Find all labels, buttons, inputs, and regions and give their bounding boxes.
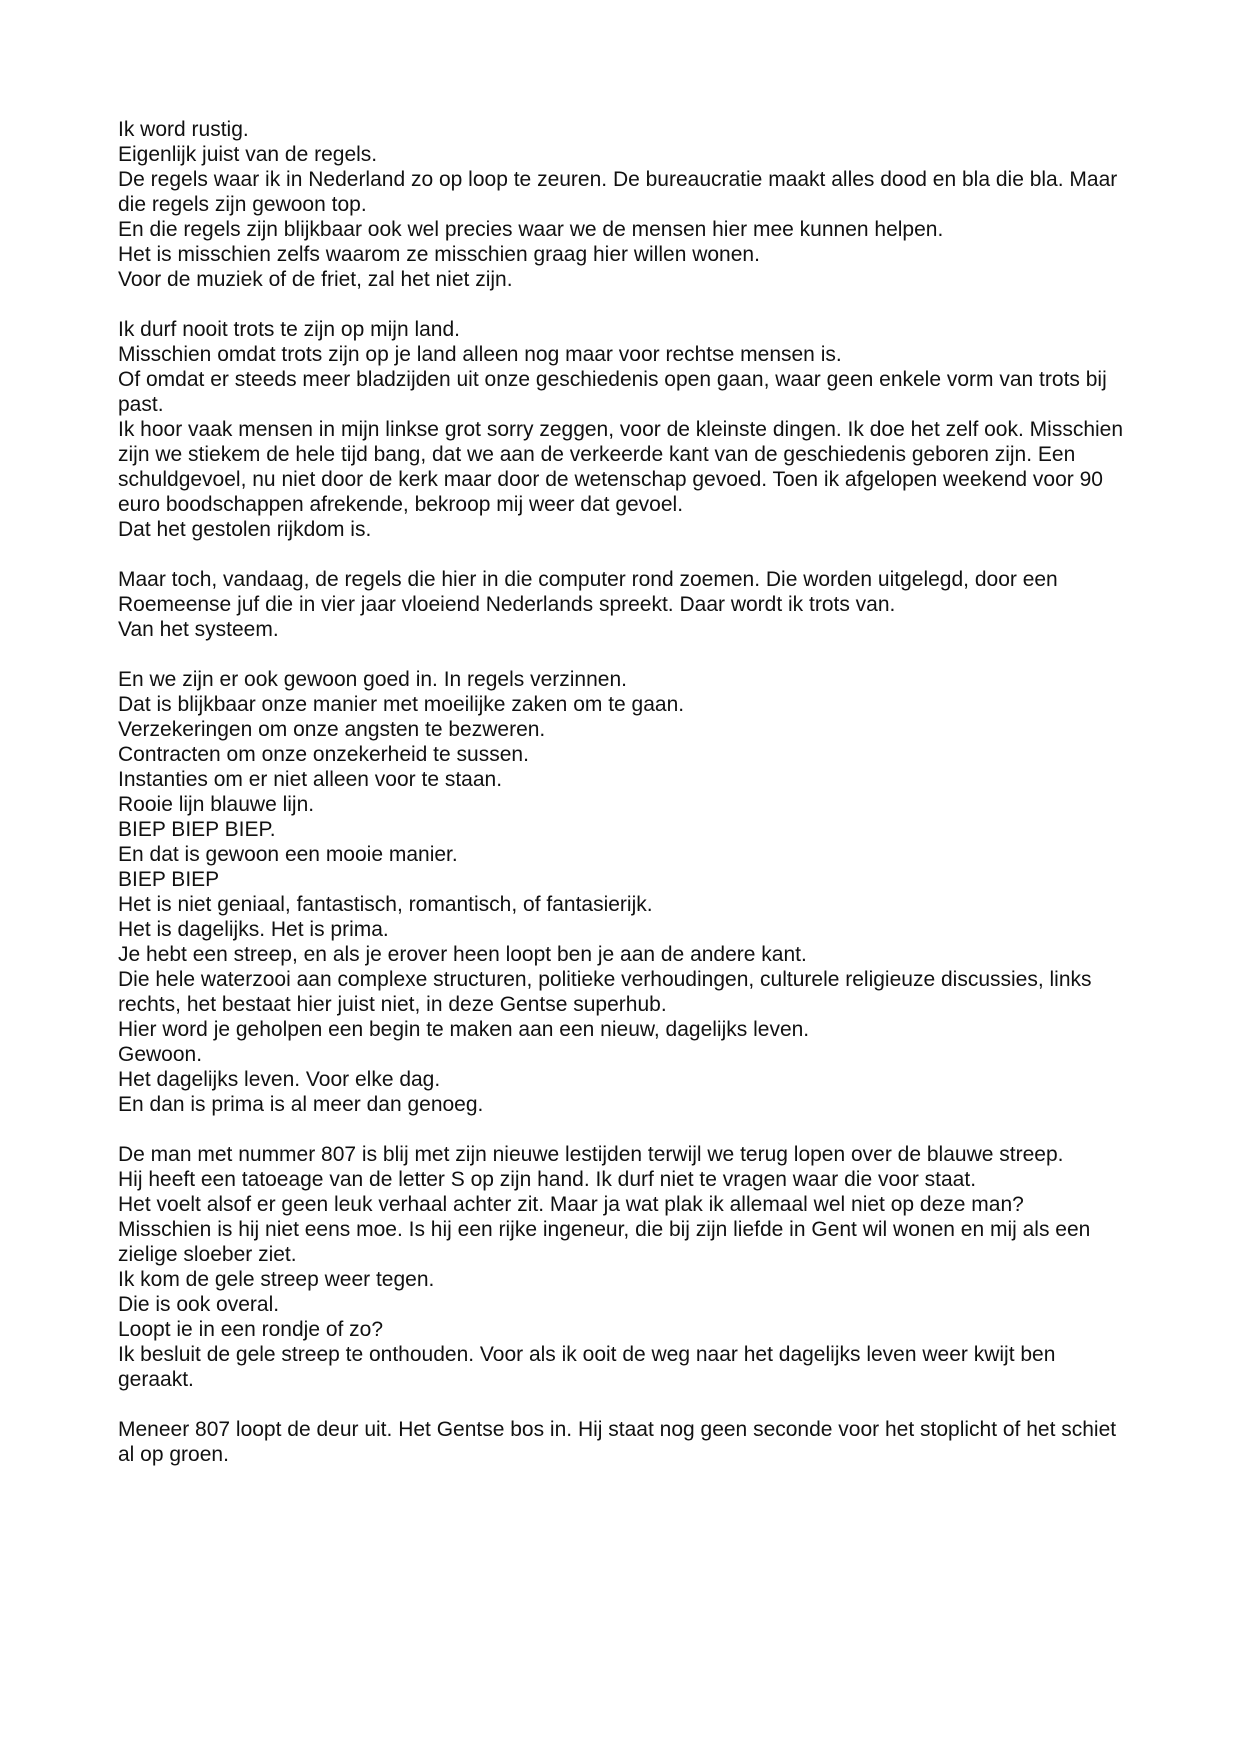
text-line: Rooie lijn blauwe lijn. [118, 793, 315, 816]
paragraph-2 [118, 317, 1128, 542]
text-line: Instanties om er niet alleen voor te staan. [118, 768, 503, 791]
text-line: Ik hoor vaak mensen in mijn linkse grot sorry zeggen, voor de kleinste dingen. Ik doe het zelf ook. Misschien zijn we stiekem de hele tijd bang, dat we aan de verkeerde kant van de geschiedenis geboren zijn. Een schuldgevoel, nu niet door de kerk maar door de wetenschap gevoed. Toen ik afgelopen weekend voor 90 euro boodschappen afrekende, bekroop mij weer dat gevoel. [118, 418, 1124, 516]
text-line: En dan is prima is al meer dan genoeg. [118, 1093, 484, 1116]
paragraph-3 [118, 567, 1128, 642]
text-line: Voor de muziek of de friet, zal het niet zijn. [118, 268, 513, 291]
text-line: Het is misschien zelfs waarom ze misschien graag hier willen wonen. [118, 243, 760, 266]
text-line: Verzekeringen om onze angsten te bezweren. [118, 718, 546, 741]
text-line: Die hele waterzooi aan complexe structuren, politieke verhoudingen, culturele religieuze discussies, links rechts, het bestaat hier juist niet, in deze Gentse superhub. [118, 968, 1092, 1016]
text-line: Hij heeft een tatoeage van de letter S op zijn hand. Ik durf niet te vragen waar die voor staat. [118, 1168, 977, 1191]
text-line: Ik durf nooit trots te zijn op mijn land. [118, 318, 460, 341]
text-line: BIEP BIEP BIEP. [118, 818, 276, 841]
text-line: Hier word je geholpen een begin te maken aan een nieuw, dagelijks leven. [118, 1018, 810, 1041]
paragraph-5 [118, 1142, 1128, 1392]
text-line: Loopt ie in een rondje of zo? [118, 1318, 384, 1341]
text-line: Gewoon. [118, 1043, 203, 1066]
text-line: Dat is blijkbaar onze manier met moeilijke zaken om te gaan. [118, 693, 685, 716]
text-line: Ik kom de gele streep weer tegen. [118, 1268, 435, 1291]
text-line: De man met nummer 807 is blij met zijn nieuwe lestijden terwijl we terug lopen over de blauwe streep. [118, 1143, 1064, 1166]
text-line: Meneer 807 loopt de deur uit. Het Gentse bos in. Hij staat nog geen seconde voor het stoplicht of het schiet al op groen. [118, 1418, 1117, 1466]
document-page [118, 117, 1128, 1467]
text-line: Je hebt een streep, en als je erover heen loopt ben je aan de andere kant. [118, 943, 807, 966]
text-line: En dat is gewoon een mooie manier. [118, 843, 458, 866]
text-line: Het is dagelijks. Het is prima. [118, 918, 389, 941]
text-line: Contracten om onze onzekerheid te sussen. [118, 743, 529, 766]
text-line: Die is ook overal. [118, 1293, 280, 1316]
paragraph-4 [118, 667, 1128, 1117]
text-line: Het is niet geniaal, fantastisch, romantisch, of fantasierijk. [118, 893, 653, 916]
paragraph-6 [118, 1417, 1128, 1467]
text-line: Of omdat er steeds meer bladzijden uit onze geschiedenis open gaan, waar geen enkele vorm van trots bij past. [118, 368, 1107, 416]
text-line: Het dagelijks leven. Voor elke dag. [118, 1068, 441, 1091]
text-line: BIEP BIEP [118, 868, 220, 891]
text-line: Misschien is hij niet eens moe. Is hij een rijke ingeneur, die bij zijn liefde in Gent wil wonen en mij als een zielige sloeber ziet. [118, 1218, 1091, 1266]
text-line: Misschien omdat trots zijn op je land alleen nog maar voor rechtse mensen is. [118, 343, 842, 366]
text-line: Het voelt alsof er geen leuk verhaal achter zit. Maar ja wat plak ik allemaal wel niet op deze man? [118, 1193, 1024, 1216]
text-line: Maar toch, vandaag, de regels die hier in die computer rond zoemen. Die worden uitgelegd, door een Roemeense juf die in vier jaar vloeiend Nederlands spreekt. Daar wordt ik trots van. [118, 568, 1058, 616]
text-line: Eigenlijk juist van de regels. [118, 143, 378, 166]
text-line: Dat het gestolen rijkdom is. [118, 518, 372, 541]
text-line: De regels waar ik in Nederland zo op loop te zeuren. De bureaucratie maakt alles dood en bla die bla. Maar die regels zijn gewoon top. [118, 168, 1118, 216]
text-line: En die regels zijn blijkbaar ook wel precies waar we de mensen hier mee kunnen helpen. [118, 218, 944, 241]
paragraph-1 [118, 117, 1128, 292]
text-line: Ik word rustig. [118, 118, 249, 141]
text-line: Ik besluit de gele streep te onthouden. Voor als ik ooit de weg naar het dagelijks leven weer kwijt ben geraakt. [118, 1343, 1056, 1391]
text-line: En we zijn er ook gewoon goed in. In regels verzinnen. [118, 668, 627, 691]
text-line: Van het systeem. [118, 618, 279, 641]
